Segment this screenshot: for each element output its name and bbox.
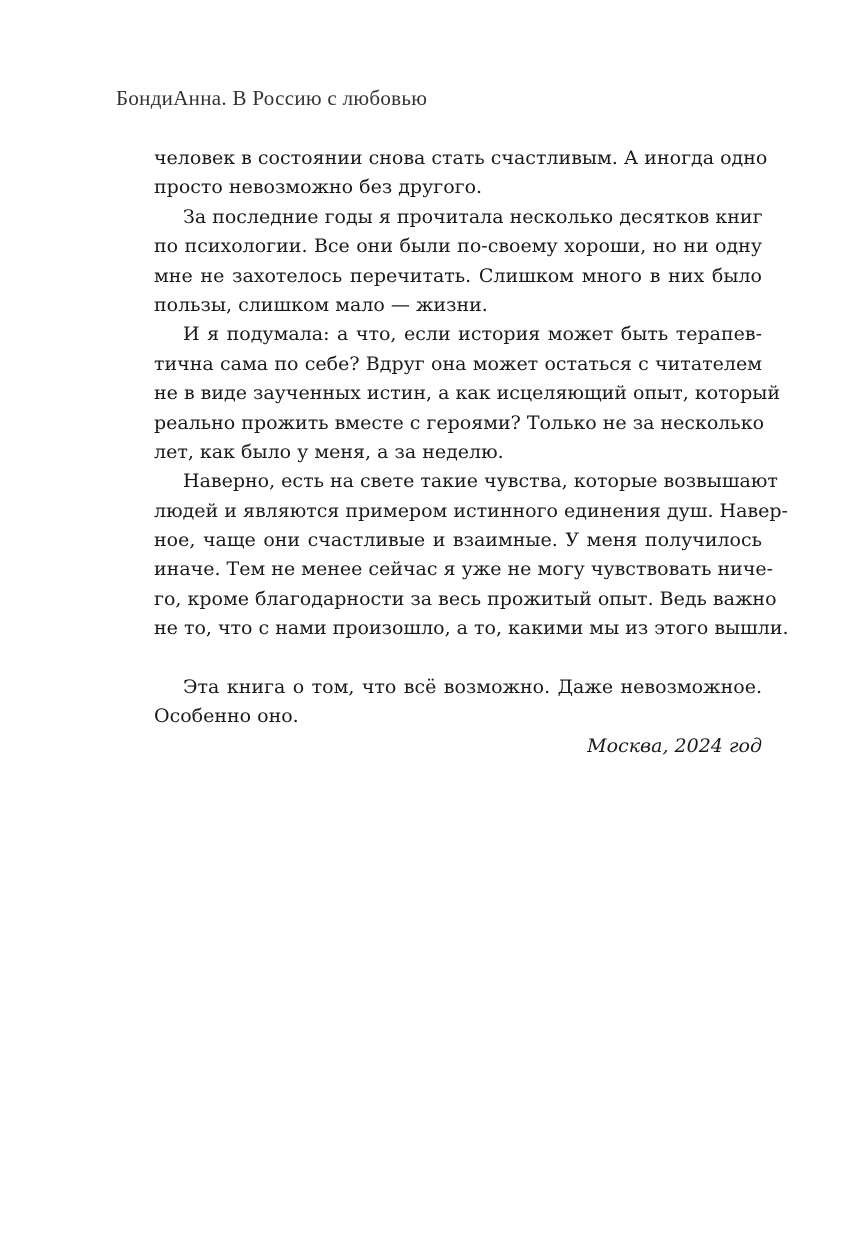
text-line: иначе. Тем не менее сейчас я уже не могу чувствовать ниче- <box>154 558 774 581</box>
text-line: по психологии. Все они были по-своему хороши, но ни одну <box>154 235 762 258</box>
paragraph-3 <box>154 320 781 467</box>
text-line: Эта книга о том, что всё возможно. Даже невозможное. <box>183 676 762 699</box>
text-line: За последние годы я прочитала несколько десятков книг <box>183 205 763 228</box>
signature-place-date: Москва, 2024 год <box>587 734 762 757</box>
text-line: го, кроме благодарности за весь прожитый опыт. Ведь важно <box>154 587 777 610</box>
text-line: тична сама по себе? Вдруг она может остаться с читателем <box>154 352 762 375</box>
text-line: пользы, слишком мало — жизни. <box>154 293 488 316</box>
paragraph-4 <box>154 467 789 643</box>
text-line: реально прожить вместе с героями? Только не за несколько <box>154 411 765 434</box>
text-line: ное, чаще они счастливые и взаимные. У меня получилось <box>154 529 762 552</box>
paragraph-1 <box>154 144 768 203</box>
text-line: не то, что с нами произошло, а то, какими мы из этого вышли. <box>154 617 789 640</box>
paragraph-5 <box>154 673 762 732</box>
paragraph-spacer <box>154 644 762 673</box>
page-body <box>154 144 789 761</box>
paragraph-2 <box>154 203 762 321</box>
text-line: Особенно оно. <box>154 705 299 728</box>
text-line: просто невозможно без другого. <box>154 176 483 199</box>
text-line: Наверно, есть на свете такие чувства, которые возвышают <box>183 470 778 493</box>
text-line: человек в состоянии снова стать счастливым. А иногда одно <box>154 147 768 169</box>
text-line: не в виде заученных истин, а как исцеляющий опыт, который <box>154 382 781 405</box>
text-line: лет, как было у меня, а за неделю. <box>154 440 504 463</box>
text-line: людей и являются примером истинного единения душ. Навер- <box>154 499 788 522</box>
text-line: мне не захотелось перечитать. Слишком много в них было <box>154 264 762 287</box>
text-line: И я подумала: а что, если история может быть терапев- <box>183 323 762 346</box>
running-header: БондиАнна. В Россию с любовью <box>116 86 428 110</box>
